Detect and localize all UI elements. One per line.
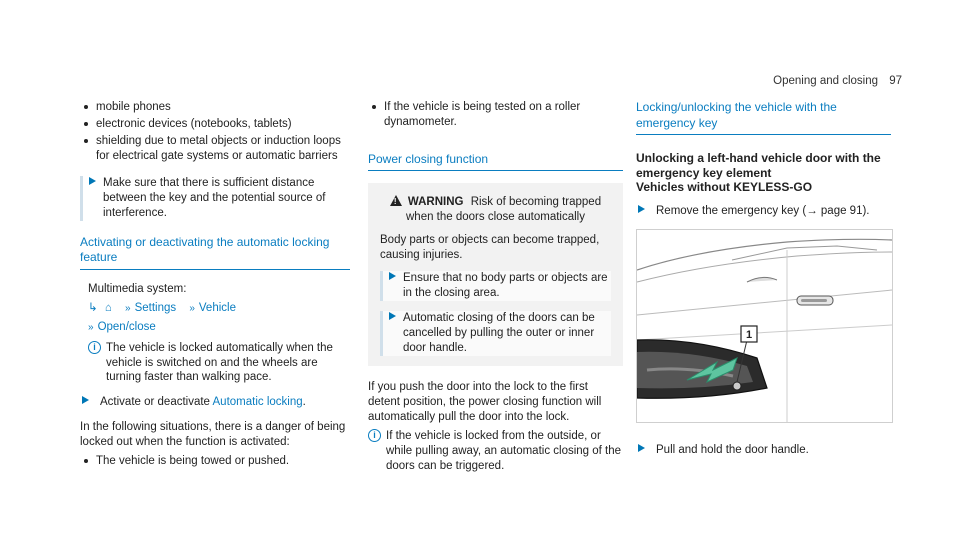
action-step: Make sure that there is sufficient distance between the key and the potential source of interference.: [80, 176, 350, 221]
situations-list-continued: [368, 100, 623, 130]
page-number: 97: [889, 75, 902, 87]
column-right: [636, 100, 891, 468]
page-header: [773, 74, 902, 89]
info-note: i The vehicle is locked automatically when the vehicle is switched on and the wheels are turning faster than walking pace.: [88, 341, 350, 386]
list-item: shielding due to metal objects or induction loops for electrical gate systems or automatic barriers: [80, 134, 350, 164]
action-step: Activate or deactivate Automatic locking.: [80, 395, 350, 410]
action-arrow-icon: [89, 177, 96, 185]
door-handle-illustration: [636, 229, 893, 423]
warning-box: [368, 183, 623, 365]
list-item: mobile phones: [80, 100, 350, 115]
list-item: The vehicle is being towed or pushed.: [80, 454, 350, 469]
subheading: Unlocking a left-hand vehicle door with the emergency key element Vehicles without KEYLESS-GO: [636, 151, 881, 194]
path-open-close[interactable]: Open/close: [97, 320, 156, 333]
menu-path: [80, 282, 350, 335]
action-step: Pull and hold the door handle.: [636, 443, 891, 458]
home-icon: ⌂: [104, 301, 112, 314]
interference-list: [80, 100, 350, 164]
list-item: electronic devices (notebooks, tablets): [80, 117, 350, 132]
callout-1: 1: [745, 329, 753, 342]
column-left: [80, 100, 350, 481]
automatic-locking-link[interactable]: Automatic locking: [212, 396, 303, 409]
warning-triangle-icon: [390, 195, 402, 206]
action-arrow-icon: [389, 312, 396, 320]
situations-list: [80, 454, 350, 469]
paragraph-push: If you push the door into the lock to the first detent position, the power closing function will automatically pull the door into the lock.: [368, 380, 602, 423]
double-chevron-icon: »: [189, 302, 195, 314]
warning-title: WARNING: [407, 196, 464, 209]
column-middle: [368, 100, 623, 484]
action-arrow-icon: [82, 396, 89, 404]
section-title-power-closing: Power closing function: [368, 152, 623, 172]
action-arrow-icon: [389, 272, 396, 280]
return-arrow-icon: ↳: [88, 301, 98, 314]
warning-body: Body parts or objects can become trapped, causing injuries.: [380, 234, 600, 262]
section-title-automatic-locking: Activating or deactivating the automatic locking feature: [80, 235, 350, 270]
double-chevron-icon: »: [125, 302, 131, 314]
action-step: Ensure that no body parts or objects are in the closing area.: [380, 271, 611, 301]
action-step: Remove the emergency key (→ page 91).: [636, 204, 891, 219]
action-step: Automatic closing of the doors can be cancelled by pulling the outer or inner door handle.: [380, 311, 611, 356]
path-vehicle[interactable]: Vehicle: [198, 301, 236, 314]
double-chevron-icon: »: [88, 321, 94, 333]
info-icon: i: [88, 341, 101, 354]
info-note: i If the vehicle is locked from the outside, or while pulling away, an automatic closing of the doors can be triggered.: [368, 429, 623, 474]
warning-headline: Risk of becoming trapped when the doors close automatically: [406, 196, 602, 224]
paragraph-situations: In the following situations, there is a danger of being locked out when the function is activated:: [80, 421, 346, 449]
list-item: If the vehicle is being tested on a roller dynamometer.: [368, 100, 623, 130]
section-title-emergency-key: Locking/unlocking the vehicle with the emergency key: [636, 100, 891, 135]
car-door-image: [637, 230, 892, 422]
action-arrow-icon: [638, 444, 645, 452]
info-icon: i: [368, 429, 381, 442]
action-arrow-icon: [638, 205, 645, 213]
path-label: Multimedia system:: [88, 282, 187, 295]
header-section: Opening and closing: [773, 75, 878, 87]
path-settings[interactable]: Settings: [134, 301, 177, 314]
